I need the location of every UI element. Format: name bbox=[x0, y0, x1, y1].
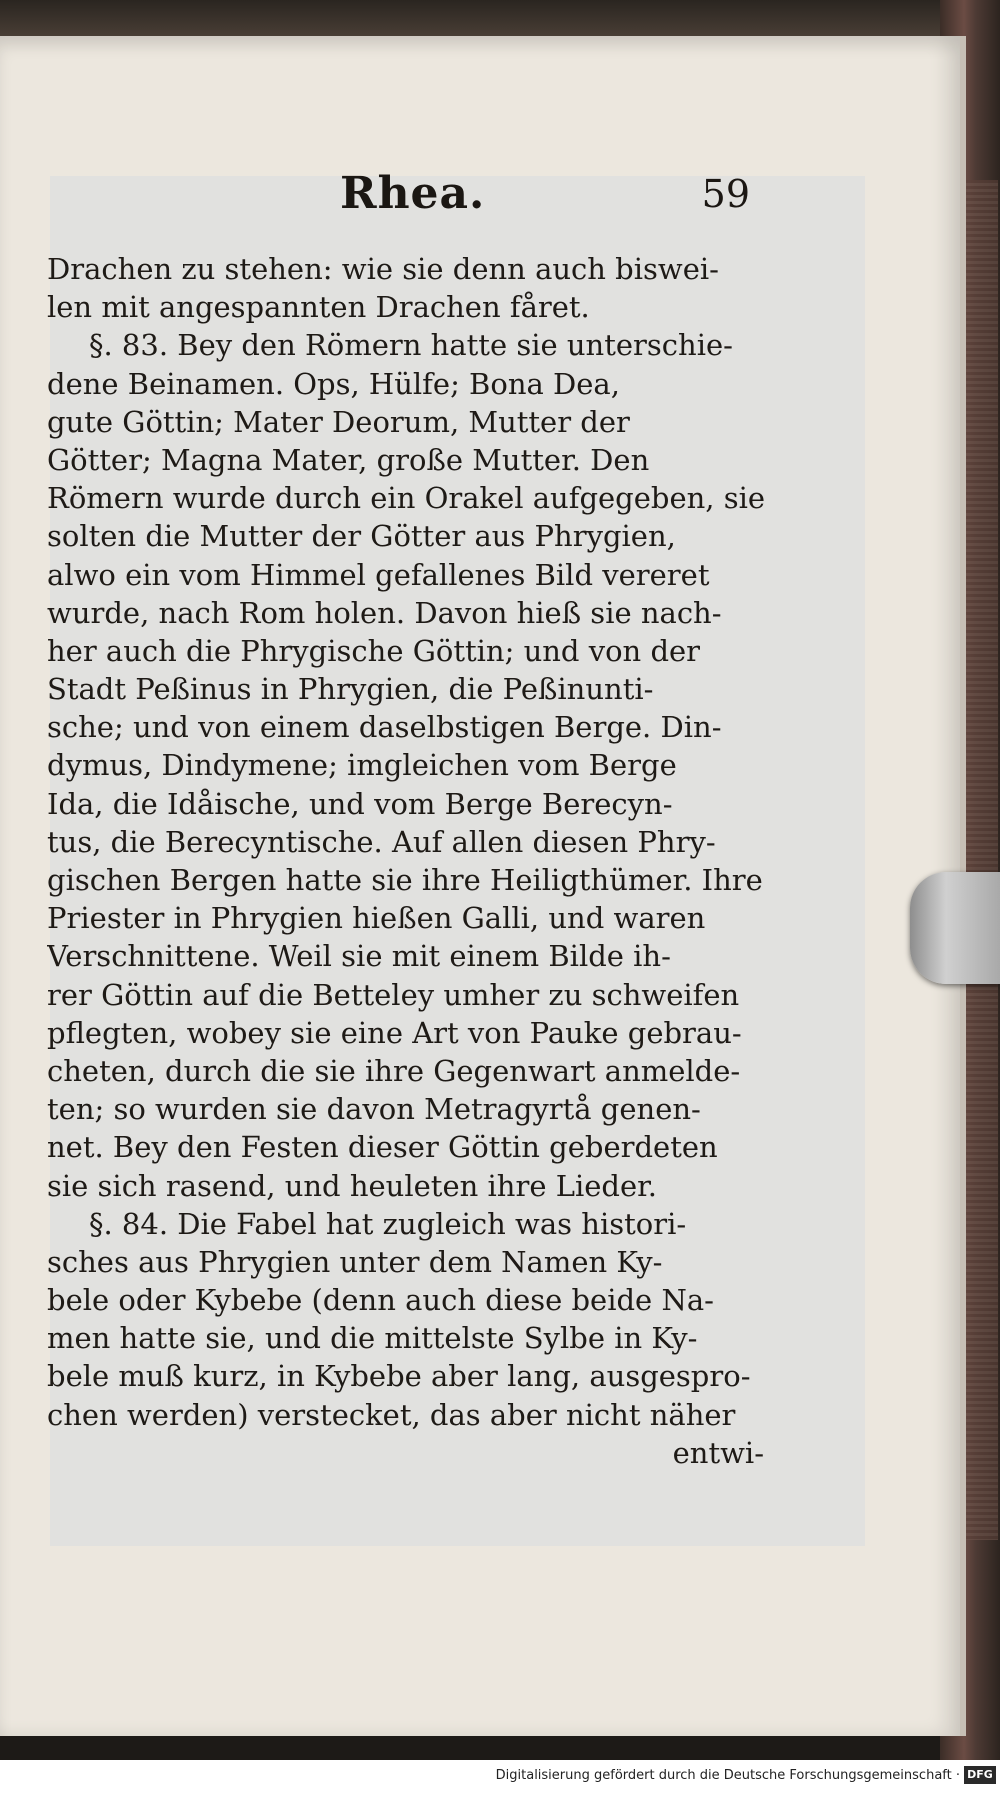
text-line: net. Bey den Festen dieser Göttin geberdeten bbox=[47, 1130, 718, 1165]
text-line: pflegten, wobey sie eine Art von Pauke gebrau- bbox=[47, 1015, 742, 1050]
page-clip bbox=[910, 872, 1000, 984]
text-line: bele oder Kybebe (denn auch diese beide Na- bbox=[47, 1283, 714, 1318]
body-text bbox=[47, 250, 767, 1472]
text-line: dymus, Dindymene; imgleichen vom Berge bbox=[47, 748, 677, 783]
text-line: Römern wurde durch ein Orakel aufgegeben, sie bbox=[47, 481, 766, 516]
text-line: sie sich rasend, und heuleten ihre Lieder. bbox=[47, 1168, 658, 1203]
text-line: §. 84. Die Fabel hat zugleich was histori- bbox=[89, 1206, 687, 1241]
page-title: Rhea. bbox=[340, 168, 486, 219]
text-line: Drachen zu stehen: wie sie denn auch biswei- bbox=[47, 252, 719, 286]
text-line: solten die Mutter der Götter aus Phrygien, bbox=[47, 519, 676, 554]
text-line: her auch die Phrygische Göttin; und von der bbox=[47, 633, 701, 668]
text-line: men hatte sie, und die mittelste Sylbe in Ky- bbox=[47, 1321, 698, 1356]
text-line: alwo ein vom Himmel gefallenes Bild vereret bbox=[47, 557, 710, 592]
text-line: cheten, durch die sie ihre Gegenwart anmelde- bbox=[47, 1053, 741, 1088]
dfg-logo-icon: DFG bbox=[964, 1766, 996, 1784]
footer-bar bbox=[0, 1760, 1000, 1794]
funding-credit: Digitalisierung gefördert durch die Deutsche Forschungsgemeinschaft · bbox=[495, 1768, 960, 1783]
text-line: sches aus Phrygien unter dem Namen Ky- bbox=[47, 1244, 663, 1279]
page-header bbox=[340, 168, 760, 238]
text-line: dene Beinamen. Ops, Hülfe; Bona Dea, bbox=[47, 366, 620, 401]
text-line: tus, die Berecyntische. Auf allen diesen Phry- bbox=[47, 824, 716, 859]
text-line: Götter; Magna Mater, große Mutter. Den bbox=[47, 442, 650, 477]
text-line: Stadt Peßinus in Phrygien, die Peßinunti- bbox=[47, 672, 654, 707]
text-line: rer Göttin auf die Betteley umher zu schweifen bbox=[47, 977, 740, 1012]
text-line: Ida, die Idåische, und vom Berge Berecyn- bbox=[47, 786, 673, 821]
text-line: ten; so wurden sie davon Metragyrtå genen- bbox=[47, 1092, 701, 1127]
text-line: wurde, nach Rom holen. Davon hieß sie nach- bbox=[47, 595, 722, 630]
book-top-edge bbox=[0, 0, 975, 38]
text-line: §. 83. Bey den Römern hatte sie unterschie- bbox=[89, 328, 733, 363]
text-line: gischen Bergen hatte sie ihre Heiligthümer. Ihre bbox=[47, 863, 763, 897]
text-line: bele muß kurz, in Kybebe aber lang, ausgespro- bbox=[47, 1359, 751, 1394]
text-line: sche; und von einem daselbstigen Berge. Din- bbox=[47, 710, 722, 745]
text-line: Priester in Phrygien hießen Galli, und waren bbox=[47, 901, 706, 936]
page-number: 59 bbox=[701, 172, 750, 216]
page-stack-stripes bbox=[966, 180, 998, 1540]
text-line: len mit angespannten Drachen fåret. bbox=[47, 290, 590, 325]
catchword: entwi- bbox=[672, 1435, 764, 1470]
text-line: Verschnittene. Weil sie mit einem Bilde ih- bbox=[47, 939, 671, 974]
text-line: chen werden) verstecket, das aber nicht näher bbox=[47, 1397, 736, 1432]
text-line: gute Göttin; Mater Deorum, Mutter der bbox=[47, 404, 630, 439]
